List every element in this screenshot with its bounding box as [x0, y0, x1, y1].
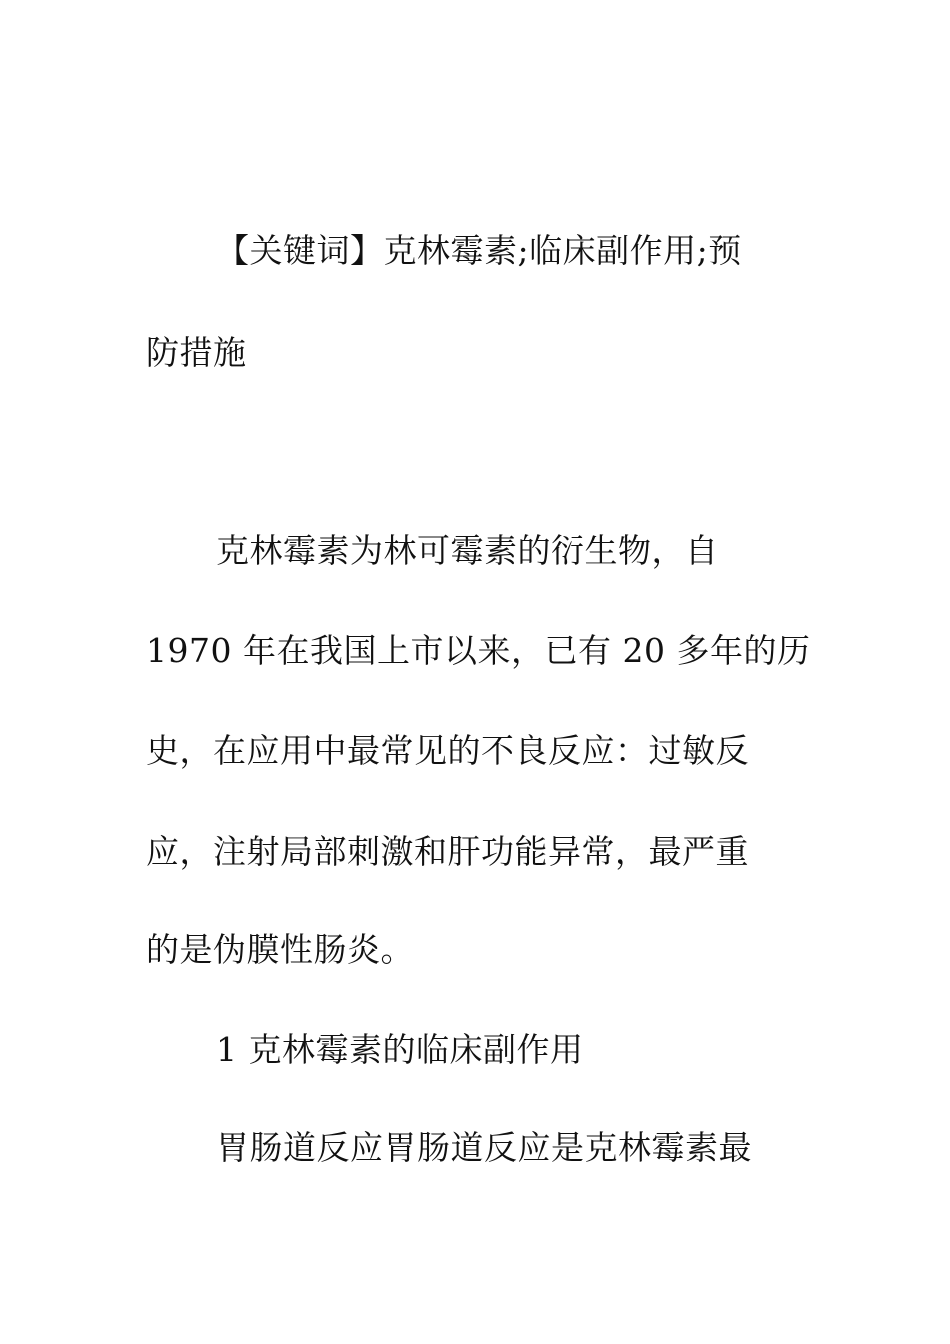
- section-heading: 1 克林霉素的临床副作用: [216, 1030, 584, 1069]
- intro-paragraph-line-5: 的是伪膜性肠炎。: [146, 930, 414, 969]
- intro-paragraph-line-3: 史，在应用中最常见的不良反应：过敏反: [146, 731, 749, 770]
- section-paragraph-line-1: 胃肠道反应胃肠道反应是克林霉素最: [216, 1128, 752, 1167]
- keywords-line-1: 【关键词】克林霉素;临床副作用;预: [216, 231, 742, 270]
- intro-paragraph-line-1: 克林霉素为林可霉素的衍生物，自: [216, 531, 719, 570]
- intro-paragraph-line-4: 应，注射局部刺激和肝功能异常，最严重: [146, 832, 749, 871]
- intro-paragraph-line-2: 1970 年在我国上市以来，已有 20 多年的历: [146, 631, 811, 670]
- keywords-line-2: 防措施: [146, 333, 247, 372]
